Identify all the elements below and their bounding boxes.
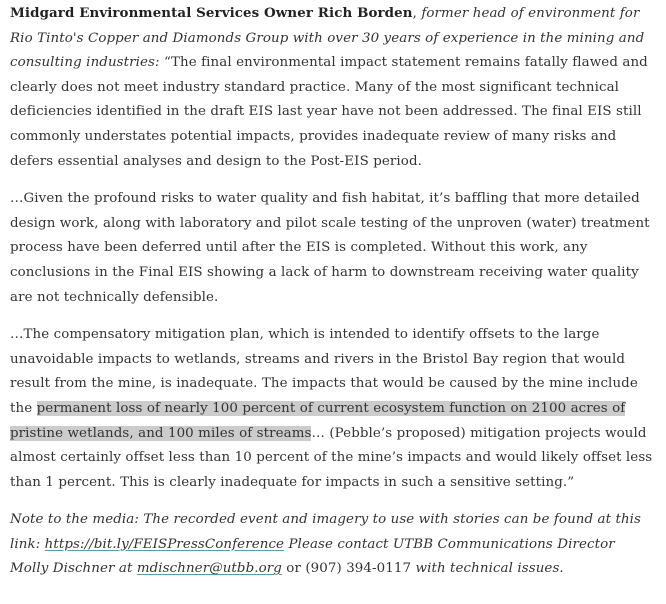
quote-paragraph-borden: [10, 1, 656, 174]
quote-paragraph-mitigation: [10, 323, 656, 495]
note-contact: Please contact UTBB Communications Director Molly Dischner at: [10, 536, 615, 577]
speaker-name: Midgard Environmental Services Owner Rich Borden: [10, 5, 413, 21]
phone-number: or (907) 394-0117: [281, 561, 412, 577]
mitigation-text-start: …The compensatory mitigation plan, which is intended to identify offsets to the large unavoidable impacts to wetlands, streams and rivers in the Bristol Bay region that would result from the mine, is inadequate. The impacts that would be caused by the mine include the: [10, 327, 638, 416]
highlighted-text: permanent loss of nearly 100 percent of current ecosystem function on 2100 acres of pristine wetlands, and 100 miles of streams: [10, 400, 626, 441]
press-conference-link[interactable]: https://bit.ly/FEISPressConference: [44, 536, 285, 552]
speaker-separator: ,: [412, 6, 417, 21]
speaker-role: former head of environment for Rio Tinto's Copper and Diamonds Group with over 30 years of experience in the mining and consulting industries:: [10, 6, 645, 71]
quote-paragraph-water: …Given the profound risks to water quality and fish habitat, it’s baffling that more detailed design work, along with laboratory and pilot scale testing of the unproven (water) treatment process have been deferred until after the EIS is completed. Without this work, any conclusions in the Final EIS showing a lack of harm to downstream receiving water quality are not technically defensible.: [10, 191, 650, 305]
email-link[interactable]: mdischner@utbb.org: [136, 561, 282, 577]
note-intro: Note to the media: The recorded event and imagery to use with stories can be found at this link:: [10, 512, 642, 552]
note-outro: with technical issues.: [411, 561, 564, 577]
quote-text: “The final environmental impact statement remains fatally flawed and clearly does not meet industry standard practice. Many of the most significant technical deficiencies identified in the draft EIS last year have not been addressed. The final EIS still commonly understates potential impacts, provides inadequate review of many risks and defers essential analyses and design to the Post-EIS period.: [10, 55, 648, 169]
media-note: [10, 508, 656, 582]
mitigation-text-end: … (Pebble’s proposed) mitigation projects would almost certainly offset less than 10 percent of the mine’s impacts and would likely offset less than 1 percent. This is clearly inadequate for impacts in such a sensitive setting.”: [10, 425, 653, 490]
